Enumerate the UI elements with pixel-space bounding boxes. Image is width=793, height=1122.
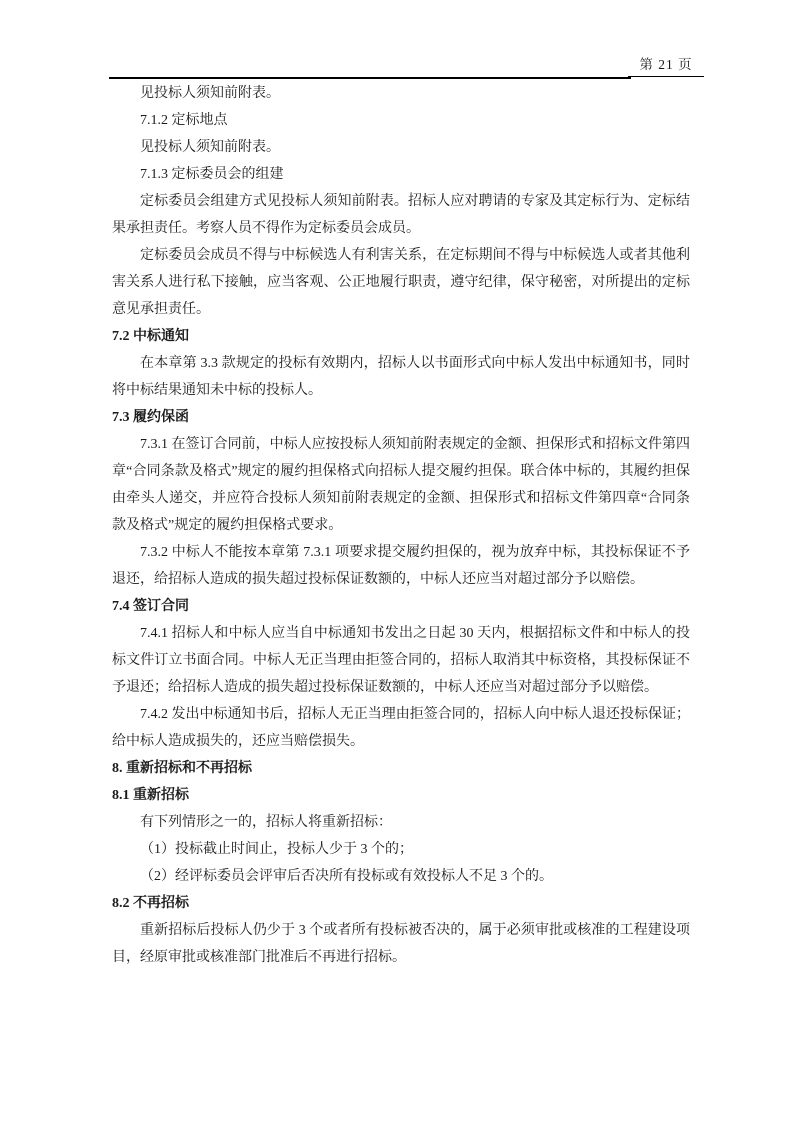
paragraph: 重新招标后投标人仍少于 3 个或者所有投标被否决的，属于必须审批或核准的工程建设项目，经原审批或核准部门批准后不再进行招标。: [112, 923, 690, 965]
paragraph: 7.3.1 在签订合同前，中标人应按投标人须知前附表规定的金额、担保形式和招标文件第四章“合同条款及格式”规定的履约担保格式向招标人提交履约担保。联合体中标的，其履约担保由牵头人递交，并应符合投标人须知前附表规定的金额、担保形式和招标文件第四章“合同条款及格式”规定的履约担保格式要求。: [112, 437, 690, 533]
paragraph: 有下列情形之一的，招标人将重新招标：: [140, 815, 392, 830]
paragraph: 7.3.2 中标人不能按本章第 7.3.1 项要求提交履约担保的，视为放弃中标，其投标保证不予退还，给招标人造成的损失超过投标保证数额的，中标人还应当对超过部分予以赔偿。: [112, 545, 690, 587]
paragraph: 定标委员会成员不得与中标候选人有利害关系，在定标期间不得与中标候选人或者其他利害关系人进行私下接触，应当客观、公正地履行职责，遵守纪律，保守秘密，对所提出的定标意见承担责任。: [112, 248, 690, 317]
paragraph: 7.4.2 发出中标通知书后，招标人无正当理由拒签合同的，招标人向中标人退还投标保证；给中标人造成损失的，还应当赔偿损失。: [112, 707, 690, 749]
section-heading: 8.2 不再招标: [112, 896, 189, 911]
paragraph: 见投标人须知前附表。: [140, 86, 280, 101]
paragraph: 定标委员会组建方式见投标人须知前附表。招标人应对聘请的专家及其定标行为、定标结果承担责任。考察人员不得作为定标委员会成员。: [112, 194, 690, 236]
section-heading: 7.3 履约保函: [112, 410, 189, 425]
header-rule: [109, 77, 631, 79]
paragraph: （1）投标截止时间止，投标人少于 3 个的；: [140, 842, 413, 857]
paragraph: 7.4.1 招标人和中标人应当自中标通知书发出之日起 30 天内，根据招标文件和中标人的投标文件订立书面合同。中标人无正当理由拒签合同的，招标人取消其中标资格，其投标保证不予退还；给招标人造成的损失超过投标保证数额的，中标人还应当对超过部分予以赔偿。: [112, 626, 690, 695]
paragraph: 在本章第 3.3 款规定的投标有效期内，招标人以书面形式向中标人发出中标通知书，同时将中标结果通知未中标的投标人。: [112, 356, 690, 398]
page-number: 第 21 页: [628, 53, 704, 77]
paragraph: 见投标人须知前附表。: [140, 140, 280, 155]
paragraph: 7.1.3 定标委员会的组建: [140, 167, 284, 182]
document-body: [112, 80, 690, 971]
paragraph: 7.1.2 定标地点: [140, 113, 228, 128]
section-heading: 8.1 重新招标: [112, 788, 189, 803]
section-heading: 8. 重新招标和不再招标: [112, 761, 252, 776]
section-heading: 7.2 中标通知: [112, 329, 189, 344]
paragraph: （2）经评标委员会评审后否决所有投标或有效投标人不足 3 个的。: [140, 869, 553, 884]
section-heading: 7.4 签订合同: [112, 599, 189, 614]
